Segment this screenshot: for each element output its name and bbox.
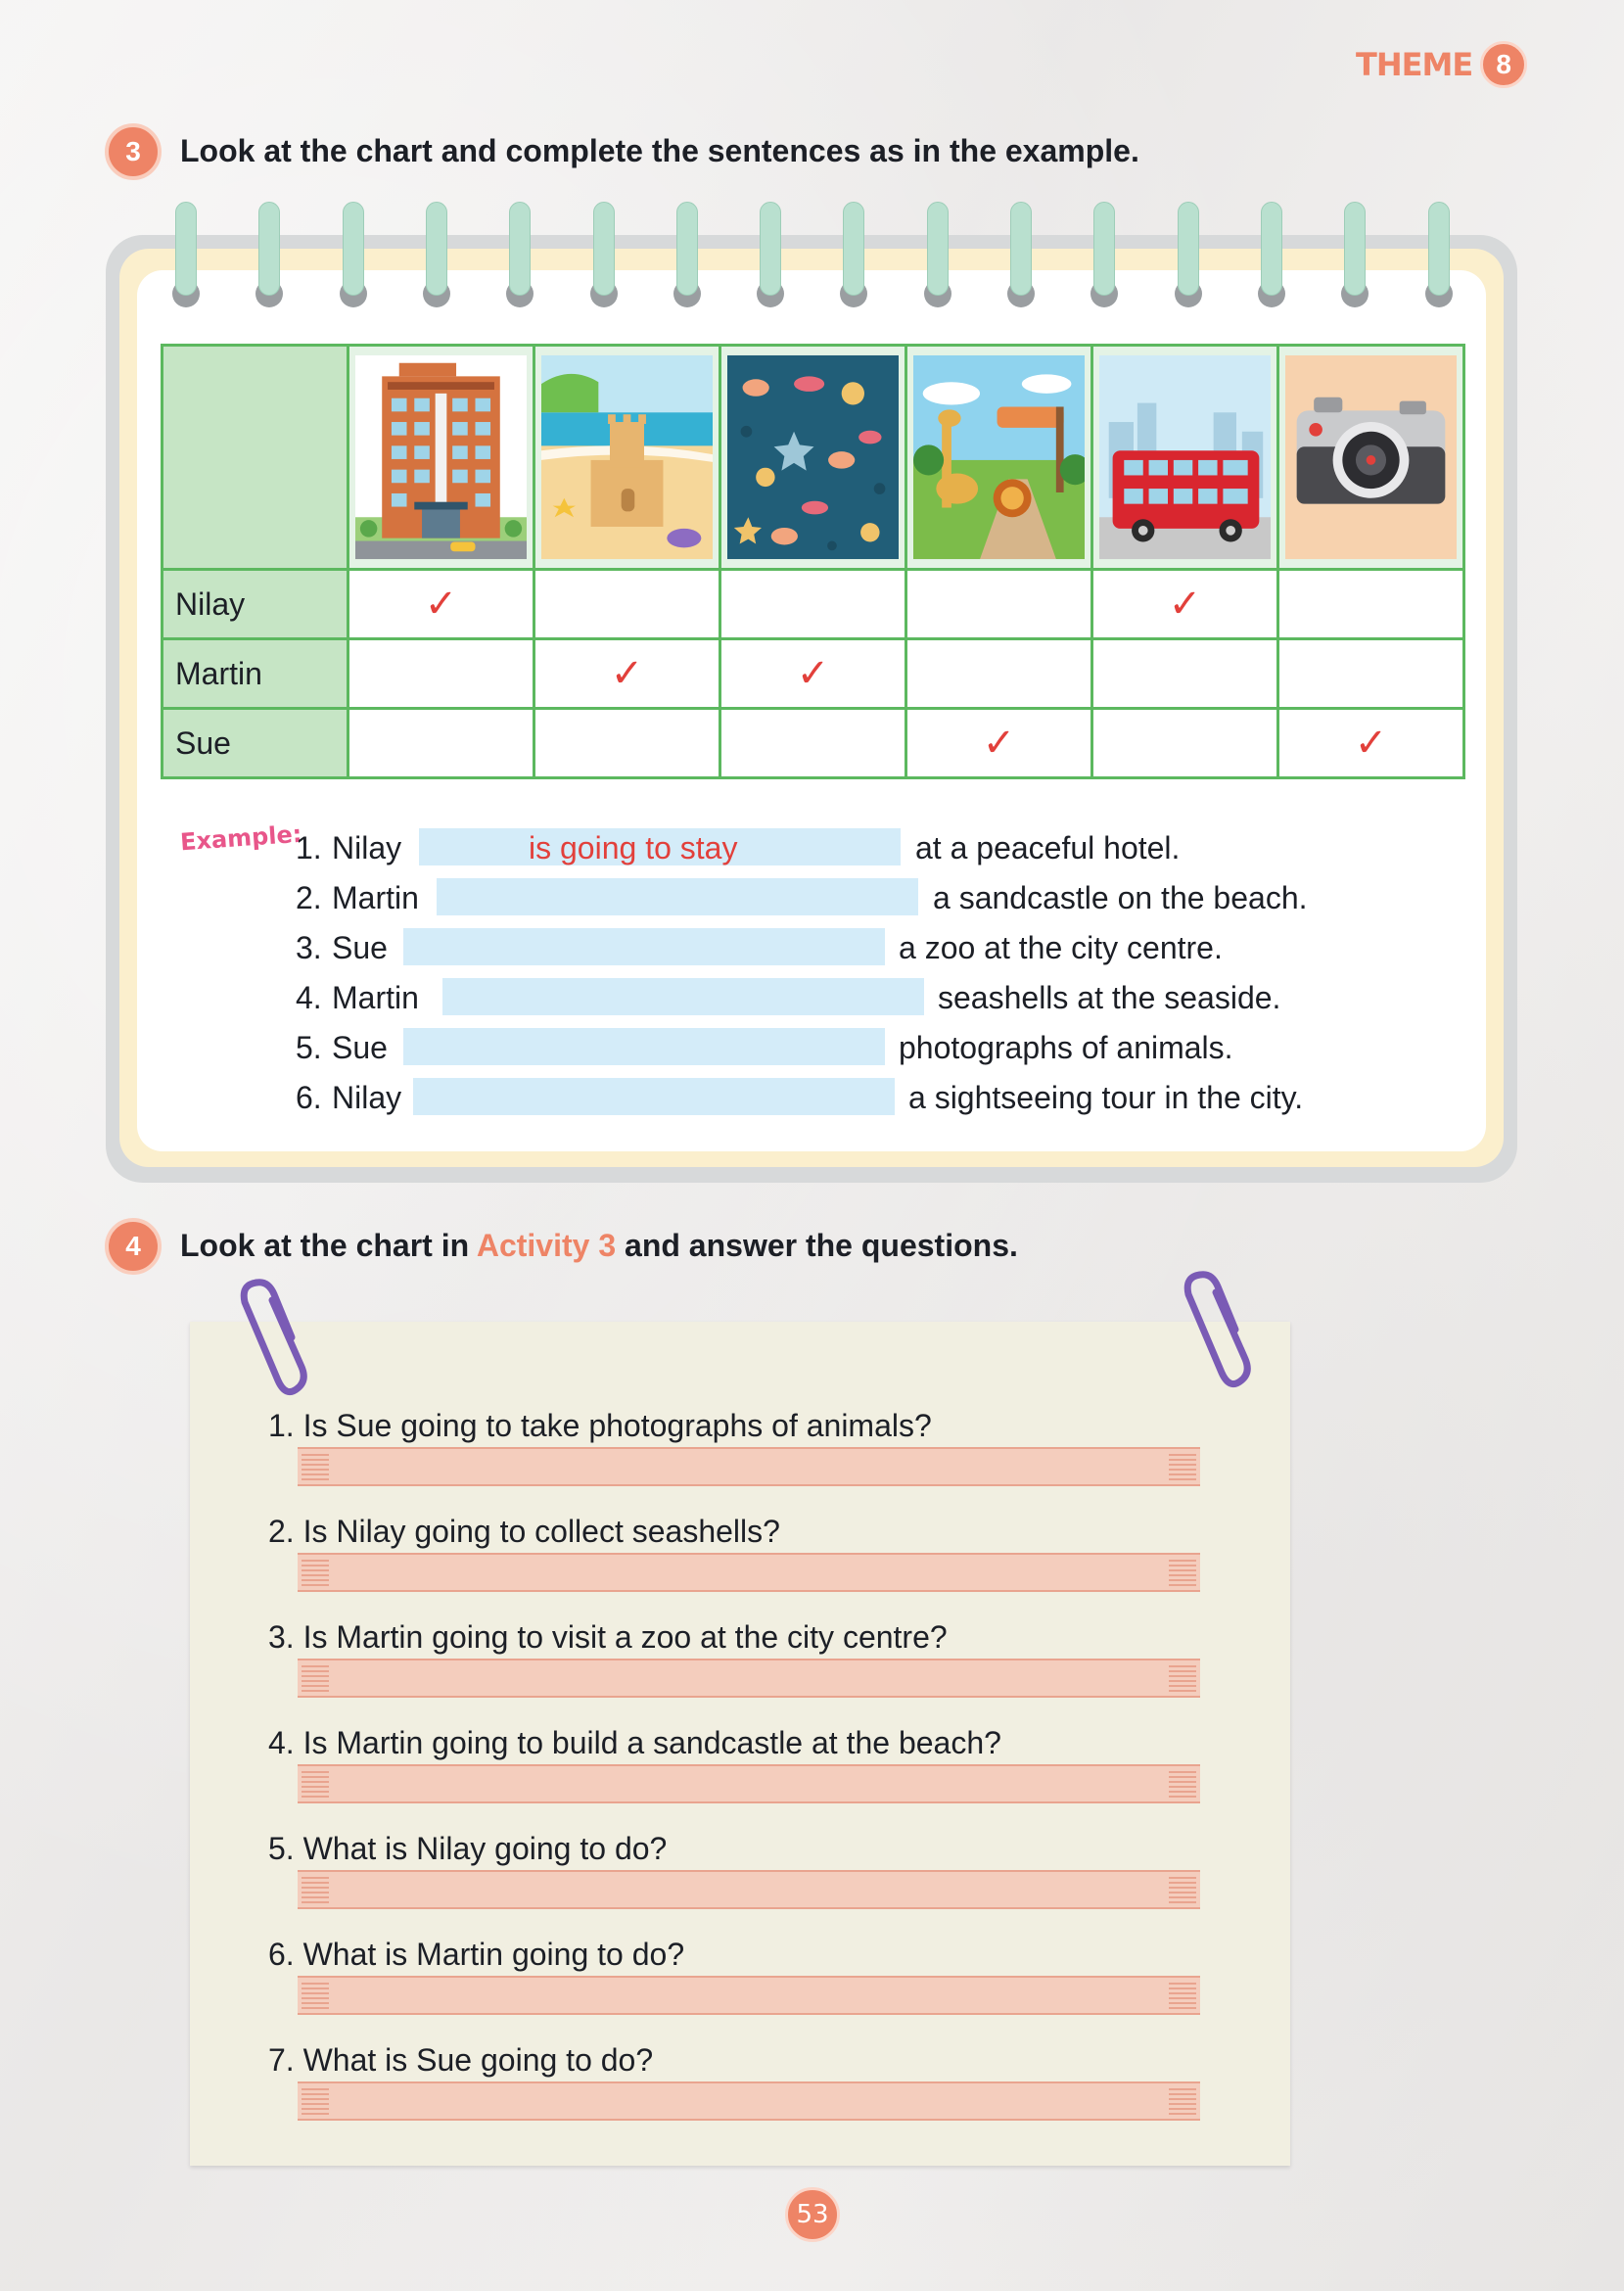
sentence-number: 4. <box>296 980 322 1015</box>
question-text: What is Sue going to do? <box>302 2042 654 2078</box>
question-text: Is Sue going to take photographs of animals? <box>302 1408 932 1443</box>
answer-blank[interactable] <box>403 928 885 965</box>
chart-cell <box>906 570 1092 639</box>
question-text: Is Martin going to visit a zoo at the city centre? <box>302 1619 948 1655</box>
sentence-rest: seashells at the seaside. <box>938 980 1281 1015</box>
question-number: 5. <box>268 1831 295 1866</box>
notebook-ring <box>340 202 367 307</box>
answer-line[interactable] <box>298 1976 1200 2015</box>
check-mark: ✓ <box>906 709 1092 778</box>
seashells-icon <box>727 352 899 562</box>
sentence-subject: Nilay <box>332 830 402 865</box>
chart-cell <box>534 570 720 639</box>
chart-row-name: Nilay <box>162 570 348 639</box>
notebook-ring <box>1090 202 1118 307</box>
notebook-ring <box>423 202 450 307</box>
question-item <box>268 1514 780 1550</box>
question-text: What is Martin going to do? <box>302 1937 685 1972</box>
example-label: Example: <box>179 819 303 857</box>
question-text: Is Nilay going to collect seashells? <box>302 1514 780 1549</box>
camera-icon <box>1285 352 1457 562</box>
check-mark: ✓ <box>348 570 534 639</box>
activity-4-number: 4 <box>105 1218 162 1275</box>
chart-cell <box>720 570 906 639</box>
notebook-ring <box>506 202 534 307</box>
chart-cell <box>348 639 534 709</box>
sentence-subject: Martin <box>332 980 419 1015</box>
sentence-rest: a sightseeing tour in the city. <box>908 1080 1304 1115</box>
page-number: 53 <box>785 2187 840 2242</box>
chart-cell <box>534 709 720 778</box>
answer-blank[interactable] <box>413 1078 895 1115</box>
question-item <box>268 1831 667 1867</box>
question-text: What is Nilay going to do? <box>302 1831 668 1866</box>
sandcastle-picture <box>534 346 720 570</box>
example-answer: is going to stay <box>529 830 738 865</box>
question-item <box>268 2042 653 2079</box>
seashells-picture <box>720 346 906 570</box>
notebook-ring <box>172 202 200 307</box>
sentence-subject: Sue <box>332 930 388 965</box>
chart-cell <box>1092 639 1278 709</box>
question-number: 6. <box>268 1937 295 1972</box>
activity-4-title-start: Look at the chart in <box>180 1228 477 1263</box>
activity-3-number: 3 <box>105 123 162 180</box>
sentence-subject: Nilay <box>332 1080 402 1115</box>
notebook-ring <box>1175 202 1202 307</box>
sentence-number: 2. <box>296 880 322 915</box>
chart-row-nilay <box>162 570 1464 639</box>
notebook-ring <box>673 202 701 307</box>
chart-cell <box>906 639 1092 709</box>
sentence-rest: a zoo at the city centre. <box>899 930 1223 965</box>
sentence-subject: Martin <box>332 880 419 915</box>
paper-clip-icon <box>227 1273 315 1400</box>
chart-picture-row <box>162 346 1464 570</box>
check-mark: ✓ <box>534 639 720 709</box>
question-item <box>268 1619 948 1656</box>
notebook-ring <box>1007 202 1035 307</box>
answer-line[interactable] <box>298 1447 1200 1486</box>
sentence-rest: a sandcastle on the beach. <box>933 880 1308 915</box>
theme-number: 8 <box>1480 41 1527 88</box>
activity-3-title: Look at the chart and complete the sentences as in the example. <box>180 133 1139 168</box>
question-item <box>268 1408 932 1444</box>
zoo-icon <box>913 352 1085 562</box>
question-number: 2. <box>268 1514 295 1549</box>
sentence-number: 6. <box>296 1080 322 1115</box>
check-mark: ✓ <box>1278 709 1464 778</box>
hotel-picture <box>348 346 534 570</box>
chart-row-martin <box>162 639 1464 709</box>
sentence-subject: Sue <box>332 1030 388 1065</box>
hotel-icon <box>355 352 527 562</box>
notebook-ring <box>255 202 283 307</box>
activity-4-title-end: and answer the questions. <box>616 1228 1018 1263</box>
chart-row-name: Martin <box>162 639 348 709</box>
question-number: 7. <box>268 2042 295 2078</box>
question-number: 1. <box>268 1408 295 1443</box>
sandcastle-icon <box>541 352 713 562</box>
chart-cell <box>1278 570 1464 639</box>
sightseeing-bus-icon <box>1099 352 1271 562</box>
sentence-number: 3. <box>296 930 322 965</box>
answer-blank[interactable] <box>442 978 924 1015</box>
notebook-ring <box>1425 202 1453 307</box>
notebook-ring <box>757 202 784 307</box>
notebook-ring <box>840 202 867 307</box>
check-mark: ✓ <box>720 639 906 709</box>
camera-picture <box>1278 346 1464 570</box>
notebook-ring <box>924 202 951 307</box>
activity-3-reference: Activity 3 <box>476 1228 617 1263</box>
notebook-ring <box>1341 202 1369 307</box>
sentence-rest: at a peaceful hotel. <box>915 830 1181 865</box>
notebook-ring <box>1258 202 1285 307</box>
question-item <box>268 1725 1001 1761</box>
sentence-rest: photographs of animals. <box>899 1030 1233 1065</box>
theme-label: THEME <box>1356 46 1473 83</box>
answer-blank[interactable] <box>403 1028 885 1065</box>
check-mark: ✓ <box>1092 570 1278 639</box>
chart-cell <box>348 709 534 778</box>
chart-cell <box>720 709 906 778</box>
question-text: Is Martin going to build a sandcastle at the beach? <box>302 1725 1001 1760</box>
activity-4-title <box>180 1228 1018 1264</box>
chart-row-sue <box>162 709 1464 778</box>
answer-blank[interactable] <box>437 878 918 915</box>
chart-cell <box>1278 639 1464 709</box>
question-number: 3. <box>268 1619 295 1655</box>
chart-row-name: Sue <box>162 709 348 778</box>
activity-chart <box>161 344 1465 779</box>
question-number: 4. <box>268 1725 295 1760</box>
notebook-ring <box>590 202 618 307</box>
answer-line[interactable] <box>298 1870 1200 1909</box>
answer-line[interactable] <box>298 2081 1200 2121</box>
sightseeing-bus-picture <box>1092 346 1278 570</box>
answer-line[interactable] <box>298 1764 1200 1803</box>
question-item <box>268 1937 684 1973</box>
chart-corner-cell <box>162 346 348 570</box>
paper-clip-icon <box>1171 1265 1259 1392</box>
zoo-picture <box>906 346 1092 570</box>
chart-cell <box>1092 709 1278 778</box>
sentence-number: 5. <box>296 1030 322 1065</box>
theme-badge <box>1356 41 1527 88</box>
answer-line[interactable] <box>298 1553 1200 1592</box>
answer-line[interactable] <box>298 1659 1200 1698</box>
sentence-number: 1. <box>296 830 322 865</box>
